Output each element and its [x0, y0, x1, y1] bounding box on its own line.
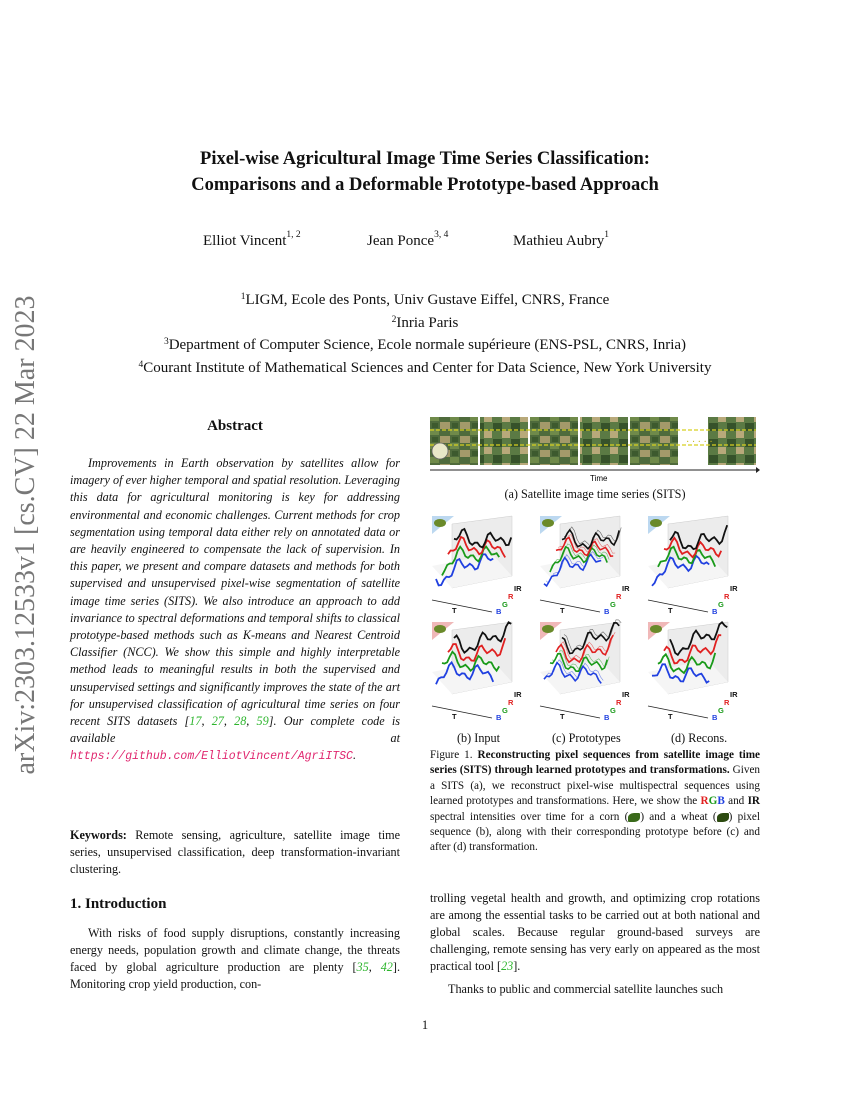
- axis-label: B: [604, 607, 610, 616]
- svg-text:· · · · ·: · · · · ·: [686, 437, 713, 448]
- axis-label: B: [604, 713, 610, 722]
- axis-label: T: [452, 606, 457, 615]
- sits-frame: [480, 417, 528, 465]
- sits-frame: [580, 417, 628, 465]
- affiliations: [60, 289, 790, 379]
- axis-label: T: [560, 606, 565, 615]
- axis-label: T: [452, 712, 457, 721]
- axis-label: R: [616, 698, 622, 707]
- axis-label: R: [724, 698, 730, 707]
- author-3: Mathieu Aubry$^1$: [513, 230, 609, 249]
- wheat-icon: [717, 813, 729, 822]
- abstract-body: Improvements in Earth observation by satellites allow for imagery of ever higher temporal and spatial resolution. Leveraging this data for agricultural monitoring is key for addressing environmental and economic challenges. Current methods for crop segmentation using temporal data either rely on annotated data or are heavily engineered to compensate the lack of supervision. In this paper, we present and compare datasets and methods for both supervised and unsupervised pixel-wise segmentation of satellite image time series (SITS). We also introduce an approach to add invariance to spectral deformations and temporal shifts to classical prototype-based methods such as K-means and Nearest Centroid Classifier (NCC). We show this simple and highly interpretable method leads to meaningful results in both the supervised and unsupervised settings and significantly improves the state of the art for unsupervised classification of agricultural time series on four recent SITS datasets [17, 27, 28, 59]. Our complete code is available at https://github.com/ElliotVincent/AgriITSC.: [70, 456, 401, 764]
- right-column-text: trolling vegetal health and growth, and optimizing crop rotations are among the essential tasks to be carried out at both national and global scales. Because regular ground-based surveys are challenging, remote sensing has very early on appeared as the most practical tool [23]. Thanks to public and commercial satellite launches such: [430, 891, 760, 996]
- axis-label: IR: [514, 690, 522, 699]
- axis-label: R: [616, 592, 622, 601]
- affiliation-4: $^4$Courant Institute of Mathematical Sciences and Center for Data Science, New York University: [138, 359, 712, 376]
- paper-title: Pixel-wise Agricultural Image Time Series Classification: Comparisons and a Deformable Prototype-based Approach: [191, 149, 659, 195]
- affiliation-3: $^3$Department of Computer Science, Ecole normale supérieure (ENS-PSL, CNRS, Inria): [163, 337, 687, 353]
- citation-link[interactable]: 27: [211, 714, 224, 729]
- wheat-icon: [542, 625, 554, 633]
- axis-label: G: [610, 706, 616, 715]
- panels-svg: [428, 512, 762, 732]
- sits-strip: [430, 415, 760, 485]
- code-url-link[interactable]: https://github.com/ElliotVincent/AgriITSC: [70, 750, 353, 764]
- axis-label: B: [496, 713, 502, 722]
- sits-frame: [630, 417, 678, 465]
- axis-label: T: [560, 712, 565, 721]
- spectral-panel: [432, 516, 522, 616]
- axis-label: B: [496, 607, 502, 616]
- sublabel-input: (b) Input: [457, 731, 500, 745]
- sublabel-prototypes: (c) Prototypes: [552, 731, 621, 745]
- sits-frame: [708, 417, 756, 465]
- axis-label: B: [712, 607, 718, 616]
- corn-icon: [542, 519, 554, 527]
- axis-label: T: [668, 606, 673, 615]
- introduction-text: With risks of food supply disruptions, constantly increasing energy needs, population growth and climate change, the threats faced by global agriculture production are plenty [35, 42]. Monitoring crop yield production, con-: [70, 926, 400, 991]
- abstract-heading: Abstract: [207, 418, 263, 434]
- axis-label: R: [724, 592, 730, 601]
- wheat-icon: [650, 625, 662, 633]
- section-heading-introduction: 1. Introduction: [70, 896, 167, 912]
- citation-link[interactable]: 35: [356, 960, 369, 974]
- page-number: 1: [421, 1018, 429, 1032]
- corn-icon: [434, 519, 446, 527]
- author-2: Jean Ponce$^{3, 4}$: [367, 230, 449, 249]
- figure-1-panels: [428, 512, 762, 732]
- axis-label: IR: [514, 584, 522, 593]
- axis-label: IR: [622, 690, 630, 699]
- axis-label: T: [668, 712, 673, 721]
- arxiv-identifier: arXiv:2303.12533v1 [cs.CV] 22 Mar 2023: [10, 295, 41, 775]
- axis-label: G: [610, 600, 616, 609]
- caption-1a: (a) Satellite image time series (SITS): [504, 487, 686, 501]
- citation-link[interactable]: 42: [380, 960, 393, 974]
- spectral-panel: [648, 516, 738, 616]
- keywords: Keywords: Remote sensing, agriculture, satellite image time series, unsupervised classification, deep transformation-invariant clustering.: [70, 828, 400, 876]
- citation-link[interactable]: 59: [256, 714, 269, 729]
- axis-label: R: [508, 698, 514, 707]
- axis-label: G: [502, 706, 508, 715]
- citation-link[interactable]: 17: [189, 714, 202, 729]
- author-1: Elliot Vincent$^{1, 2}$: [203, 230, 301, 249]
- axis-label: R: [508, 592, 514, 601]
- axis-label: IR: [730, 690, 738, 699]
- citation-link[interactable]: 23: [501, 959, 514, 973]
- corn-icon: [650, 519, 662, 527]
- affiliation-2: $^2$Inria Paris: [391, 314, 459, 331]
- sits-frames: [430, 417, 756, 465]
- axis-label: G: [502, 600, 508, 609]
- figure-1-caption: Figure 1. Reconstructing pixel sequences from satellite image time series (SITS) through learned prototypes and transformations. Given a SITS (a), we reconstruct pixel-wise multispectral sequences using learned prototypes and transformations. Here, we show the RGB and IR spectral intensities over time for a corn ( ) and a wheat ( ) pixel sequence (b), along with their corresponding prototype before (c) and after (d) transformation.: [430, 749, 760, 854]
- sits-frame: [530, 417, 578, 465]
- axis-label: G: [718, 706, 724, 715]
- spectral-panel: [432, 622, 522, 722]
- sublabel-recons: (d) Recons.: [671, 731, 728, 745]
- citation-link[interactable]: 28: [234, 714, 247, 729]
- figure-1a-sits: [430, 415, 760, 490]
- axis-label: IR: [730, 584, 738, 593]
- axis-label: IR: [622, 584, 630, 593]
- spectral-panel: [540, 620, 630, 722]
- spectral-panel: [540, 516, 630, 616]
- axis-label: G: [718, 600, 724, 609]
- time-axis-label: Time: [590, 474, 608, 483]
- wheat-icon: [434, 625, 446, 633]
- axis-label: B: [712, 713, 718, 722]
- corn-icon: [628, 813, 640, 822]
- affiliation-1: $^1$LIGM, Ecole des Ponts, Univ Gustave Eiffel, CNRS, France: [240, 292, 610, 308]
- spectral-panel: [648, 622, 738, 722]
